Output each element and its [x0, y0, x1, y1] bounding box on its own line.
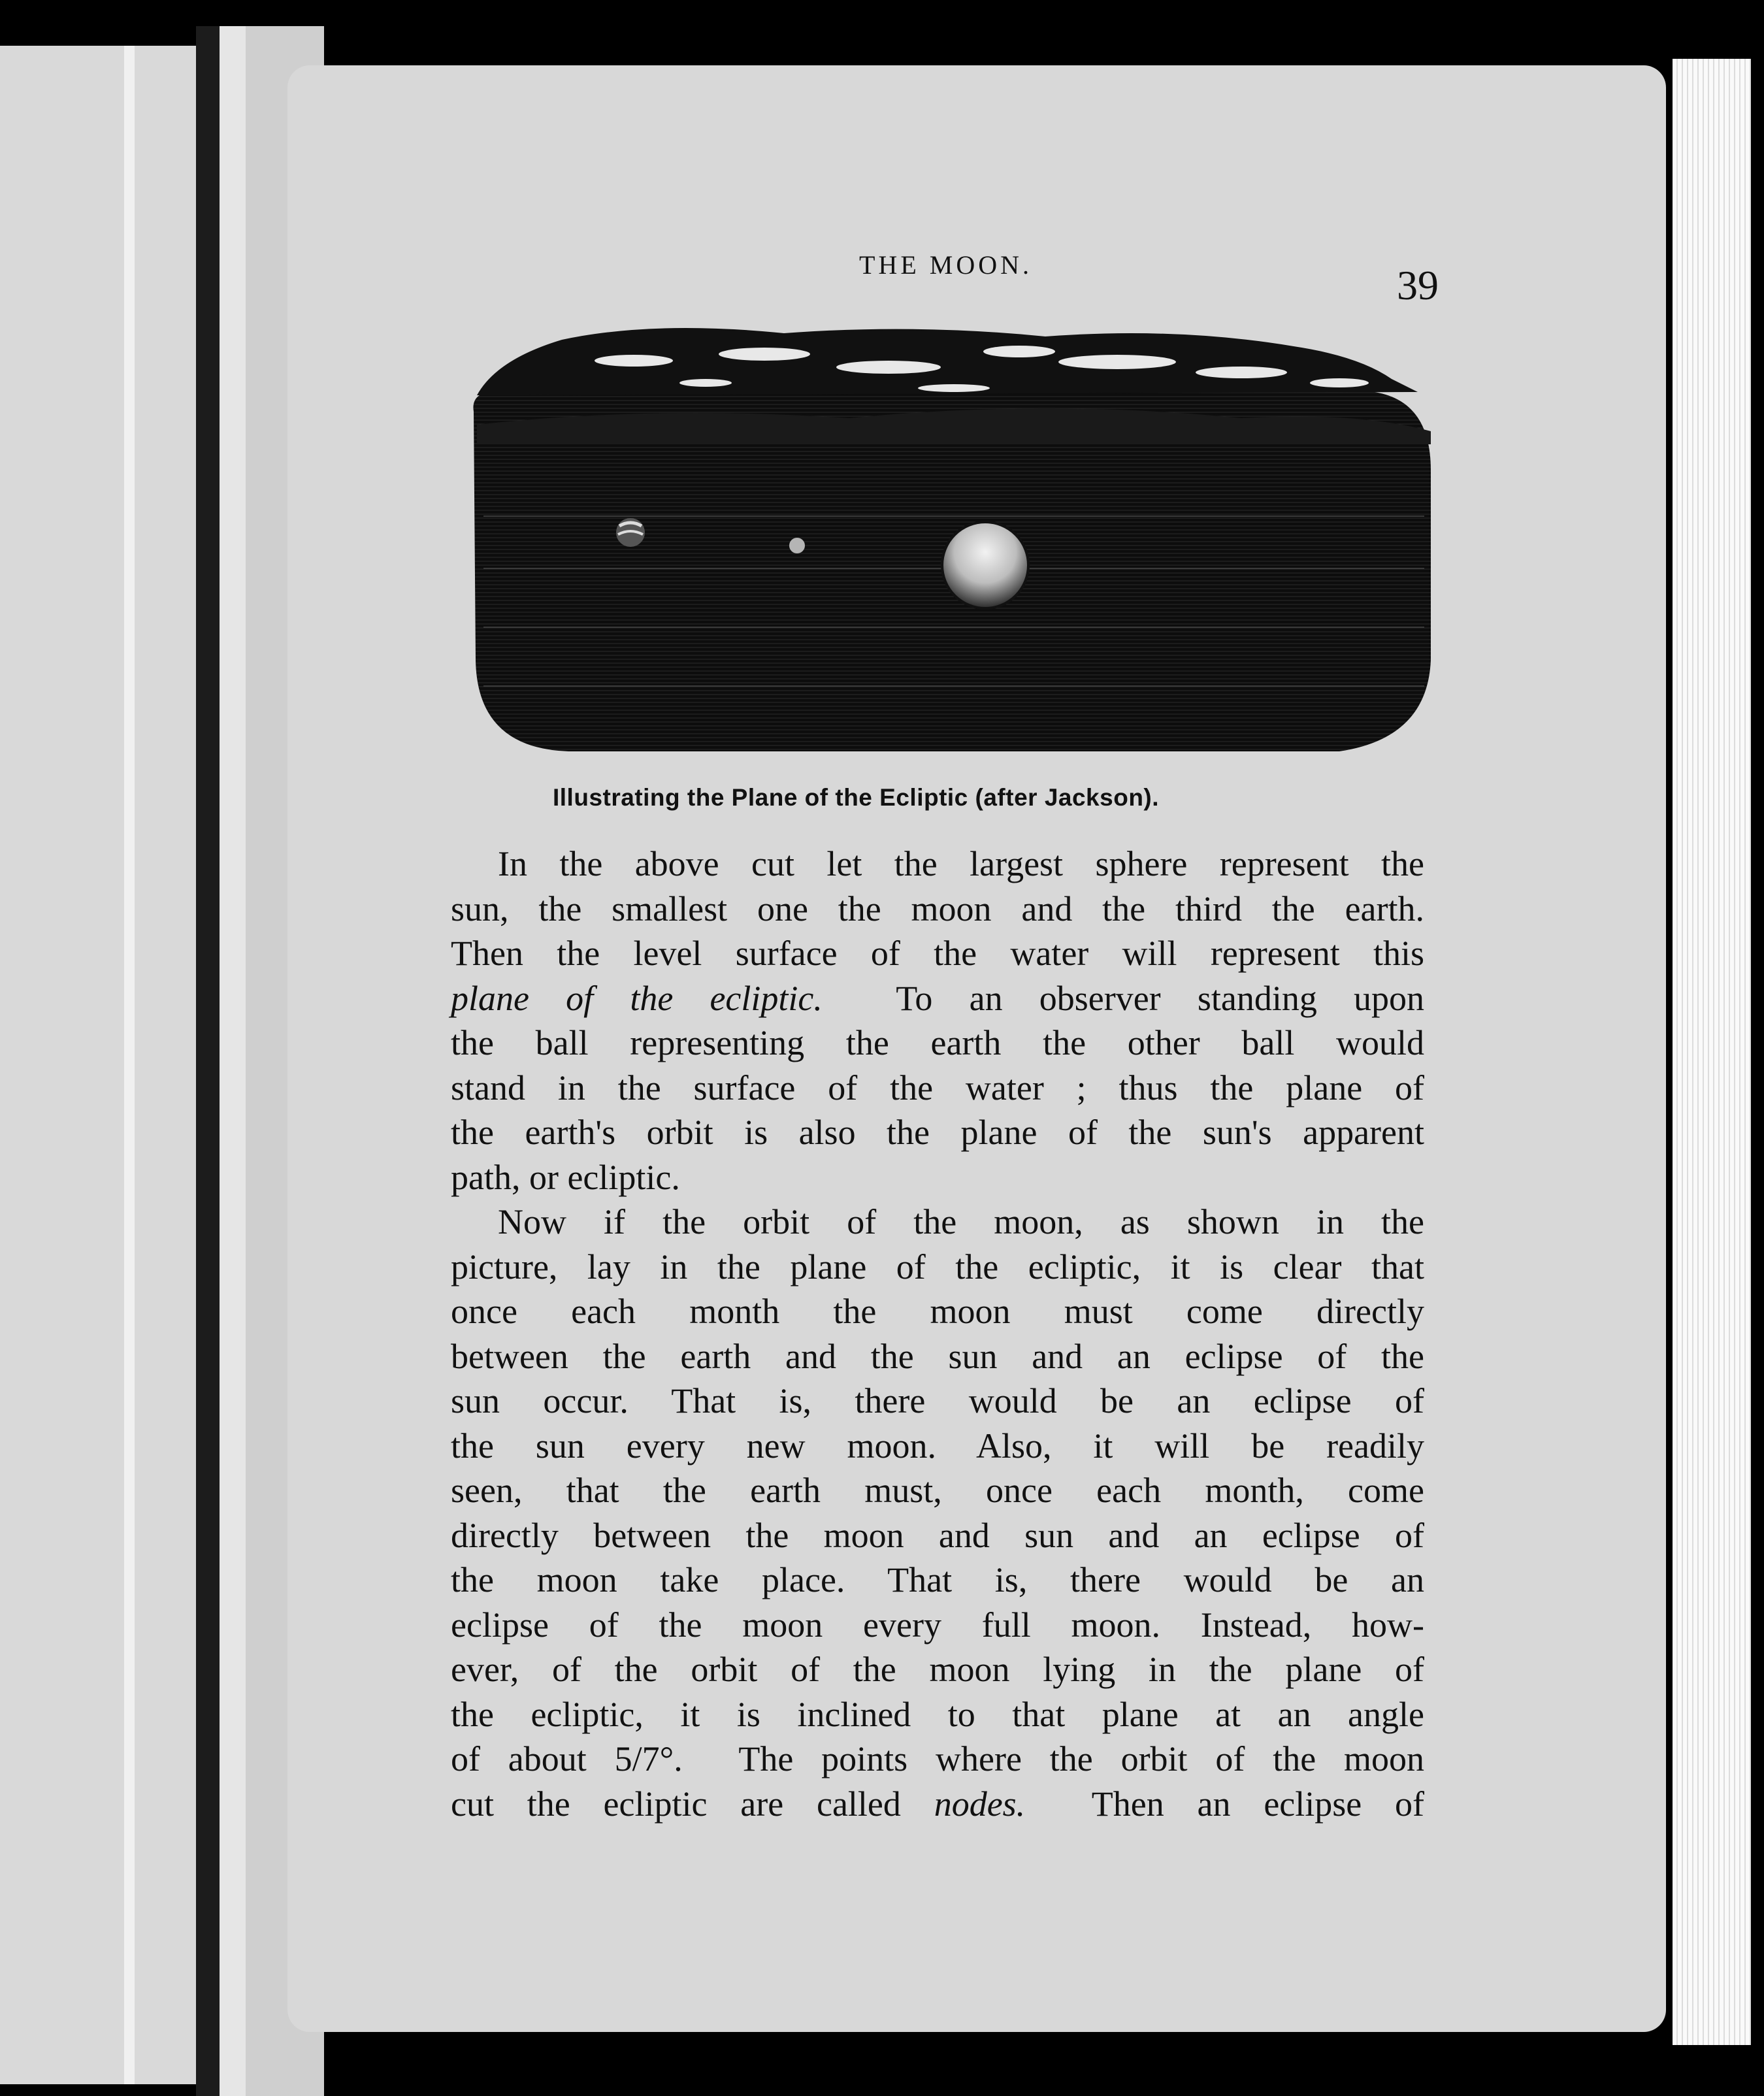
italic-phrase: plane of the ecliptic. — [451, 978, 823, 1018]
adjacent-page-edge — [0, 46, 196, 2084]
earth-sphere — [616, 518, 645, 547]
figure-caption: Illustrating the Plane of the Ecliptic (after Jackson). — [553, 784, 1160, 811]
book-gutter — [196, 26, 220, 2096]
text-line: the earth's orbit is also the plane of the sun's apparent — [451, 1113, 1424, 1152]
text-line: sun occur. That is, there would be an eclipse of — [451, 1381, 1424, 1420]
text-fragment: The points where the orbit of the moon — [738, 1739, 1425, 1778]
text-fragment: of about 5/7°. — [451, 1739, 683, 1778]
text-fragment: Then an eclipse of — [1091, 1784, 1425, 1824]
italic-word: nodes. — [934, 1784, 1026, 1824]
text-line: the ecliptic, it is inclined to that plane at an angle — [451, 1694, 1424, 1734]
ecliptic-illustration — [457, 320, 1437, 758]
text-line: sun, the smallest one the moon and the third the earth. — [451, 889, 1424, 928]
text-line: directly between the moon and sun and an eclipse of — [451, 1515, 1424, 1555]
text-line: ever, of the orbit of the moon lying in the plane of — [451, 1650, 1424, 1689]
sun-sphere — [942, 522, 1028, 608]
text-line: the sun every new moon. Also, it will be readily — [451, 1426, 1424, 1466]
running-title: THE MOON. — [859, 250, 1032, 280]
text-line — [451, 976, 1424, 1021]
text-fragment: To an observer standing upon — [896, 978, 1424, 1018]
text-line: picture, lay in the plane of the ecliptic, it is clear that — [451, 1247, 1424, 1286]
text-line: the ball representing the earth the other ball would — [451, 1023, 1424, 1062]
text-line: path, or ecliptic. — [451, 1157, 680, 1197]
text-line: Now if the orbit of the moon, as shown in the — [498, 1202, 1424, 1241]
moon-sphere — [789, 538, 805, 553]
adjacent-page-margin — [124, 46, 135, 2084]
text-line: the moon take place. That is, there would be an — [451, 1560, 1424, 1599]
text-line — [451, 1737, 1424, 1782]
text-line: once each month the moon must come directly — [451, 1292, 1424, 1331]
text-line: In the above cut let the largest sphere represent the — [498, 844, 1424, 883]
page-number: 39 — [1397, 262, 1439, 308]
gutter-highlight — [220, 26, 246, 2096]
body-text — [451, 842, 1424, 1826]
text-line: seen, that the earth must, once each month, come — [451, 1471, 1424, 1510]
text-fragment: cut the ecliptic are called — [451, 1784, 901, 1824]
text-line: stand in the surface of the water ; thus the plane of — [451, 1068, 1424, 1107]
page-stack-edge — [1673, 59, 1751, 2045]
text-line: between the earth and the sun and an eclipse of the — [451, 1336, 1424, 1376]
text-line: Then the level surface of the water will represent this — [451, 934, 1424, 973]
text-line: eclipse of the moon every full moon. Instead, how- — [451, 1605, 1424, 1645]
text-line — [451, 1782, 1424, 1827]
